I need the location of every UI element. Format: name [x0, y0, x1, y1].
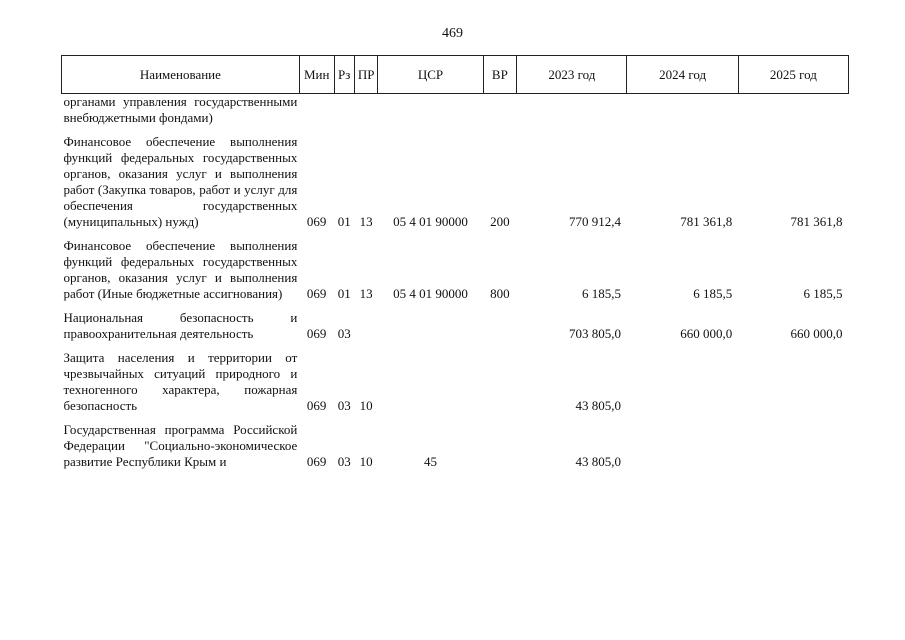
row-2025: 781 361,8 [790, 214, 843, 229]
header-pr: ПР [354, 56, 377, 94]
row-rz: 03 [337, 454, 351, 469]
row-2023: 770 912,4 [568, 214, 621, 229]
row-min: 069 [306, 214, 327, 229]
row-2023: 703 805,0 [568, 326, 621, 341]
row-pr: 10 [359, 454, 373, 469]
header-name: Наименование [62, 56, 300, 94]
row-rz: 03 [337, 326, 351, 341]
budget-table [61, 55, 849, 470]
row-min: 069 [306, 326, 327, 341]
row-2023: 43 805,0 [575, 454, 621, 469]
row-vr: 200 [490, 214, 510, 229]
row-pr: 13 [359, 214, 373, 229]
row-2025 [738, 422, 848, 470]
header-2025: 2025 год [738, 56, 848, 94]
row-2024: 660 000,0 [680, 326, 733, 341]
row-pr [354, 310, 377, 350]
page-number: 469 [442, 26, 463, 41]
row-name: Государственная программа Российской Федерации "Социально-экономическое развитие Республики Крым и [63, 422, 298, 469]
table-row [62, 94, 849, 135]
table-row [62, 350, 849, 422]
row-min: 069 [306, 454, 327, 469]
header-2024: 2024 год [627, 56, 738, 94]
row-2023: 43 805,0 [575, 398, 621, 413]
row-2024 [627, 350, 738, 422]
table-header-row [62, 56, 849, 94]
row-name: Финансовое обеспечение выполнения функций федеральных государственных органов, оказания услуг и выполнения работ (Иные бюджетные ассигнования) [63, 238, 298, 301]
row-2024 [627, 94, 738, 135]
row-rz: 01 [337, 286, 351, 301]
row-2023 [517, 94, 627, 135]
row-name: Защита населения и территории от чрезвычайных ситуаций природного и техногенного характера, пожарная безопасность [63, 350, 298, 413]
row-rz: 01 [337, 214, 351, 229]
row-pr [354, 94, 377, 135]
row-2024: 6 185,5 [693, 286, 733, 301]
row-csr [378, 94, 483, 135]
row-2025: 6 185,5 [803, 286, 843, 301]
row-rz: 03 [337, 398, 351, 413]
row-min: 069 [306, 398, 327, 413]
header-csr: ЦСР [378, 56, 483, 94]
row-2025: 660 000,0 [790, 326, 843, 341]
table-row [62, 422, 849, 470]
row-name: Финансовое обеспечение выполнения функций федеральных государственных органов, оказания услуг и выполнения работ (Закупка товаров, работ и услуг для обеспечения государственных (муниципальных) нужд) [63, 134, 298, 229]
row-2025 [738, 350, 848, 422]
row-vr: 800 [490, 286, 510, 301]
table-row [62, 238, 849, 310]
row-min [299, 94, 334, 135]
row-pr: 10 [359, 398, 373, 413]
row-name: Национальная безопасность и правоохранительная деятельность [63, 310, 298, 341]
row-2024 [627, 422, 738, 470]
header-min: Мин [299, 56, 334, 94]
table-row [62, 310, 849, 350]
row-2024: 781 361,8 [680, 214, 733, 229]
row-min: 069 [306, 286, 327, 301]
row-vr [483, 310, 517, 350]
table-row [62, 134, 849, 238]
row-vr [483, 350, 517, 422]
row-csr: 45 [423, 454, 437, 469]
header-2023: 2023 год [517, 56, 627, 94]
row-csr [378, 350, 483, 422]
row-csr [378, 310, 483, 350]
header-vr: ВР [483, 56, 517, 94]
row-2023: 6 185,5 [581, 286, 621, 301]
row-2025 [738, 94, 848, 135]
row-pr: 13 [359, 286, 373, 301]
row-rz [334, 94, 354, 135]
row-vr [483, 422, 517, 470]
row-name: органами управления государственными внебюджетными фондами) [63, 94, 298, 125]
header-rz: Рз [334, 56, 354, 94]
row-csr: 05 4 01 90000 [393, 286, 468, 301]
row-csr: 05 4 01 90000 [393, 214, 468, 229]
row-vr [483, 94, 517, 135]
